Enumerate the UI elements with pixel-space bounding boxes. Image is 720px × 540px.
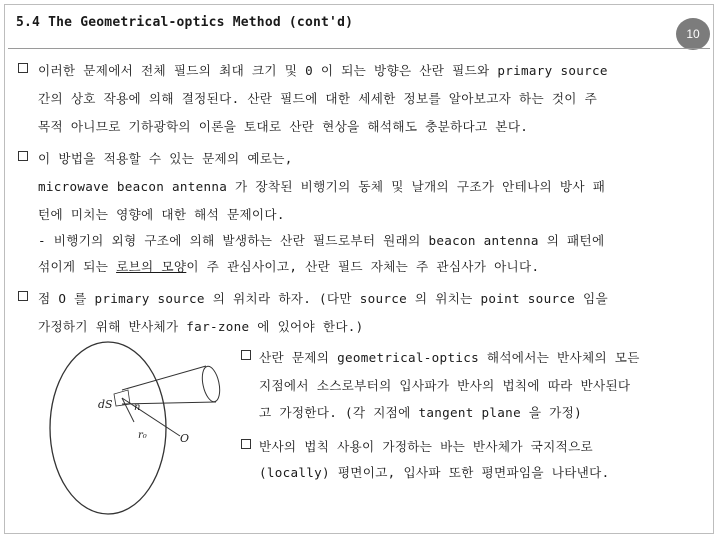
label-ds: dS bbox=[98, 398, 113, 411]
cone-opening bbox=[199, 365, 222, 404]
label-n: n bbox=[134, 402, 141, 413]
bullet-2-line-4: - 비행기의 외형 구조에 의해 발생하는 산란 필드로부터 원래의 beacon antenna 의 패턴에 bbox=[38, 233, 605, 248]
bullet-2-line-5-end: 이 주 관심사이고, 산란 필드 자체는 주 관심사가 아니다. bbox=[186, 259, 540, 274]
bullet-1-line-2: 간의 상호 작용에 의해 결정된다. 산란 필드에 대한 세세한 정보를 알아보고자 하는 것이 주 bbox=[38, 91, 598, 106]
bullet-5-line-1: 반사의 법칙 사용이 가정하는 바는 반사체가 국지적으로 bbox=[259, 439, 593, 454]
bullet-2-line-3: 턴에 미치는 영향에 대한 해석 문제이다. bbox=[38, 207, 285, 222]
bullet-2-line-5 bbox=[38, 256, 539, 275]
bullet-4-line-2: 지점에서 소스로부터의 입사파가 반사의 법칙에 따라 반사된다 bbox=[259, 378, 631, 393]
bullet-box-icon bbox=[241, 350, 251, 360]
label-r0: r₀ bbox=[138, 430, 147, 441]
bullet-box-icon bbox=[241, 439, 251, 449]
bullet-3-line-1: 점 O 를 primary source 의 위치라 하자. (다만 source 의 위치는 point source 임을 bbox=[38, 291, 608, 306]
bullet-1-line-3: 목적 아니므로 기하광학의 이론을 토대로 산란 현상을 해석해도 충분하다고 본다. bbox=[38, 119, 529, 134]
bullet-4-line-1: 산란 문제의 geometrical-optics 해석에서는 반사체의 모든 bbox=[259, 350, 640, 365]
bullet-box-icon bbox=[18, 63, 28, 73]
bullet-2-line-1: 이 방법을 적용할 수 있는 문제의 예로는, bbox=[38, 151, 293, 166]
underlined-lobe-shape: 로브의 모양 bbox=[116, 259, 187, 274]
header-divider bbox=[8, 48, 710, 49]
reflector-figure bbox=[30, 340, 230, 530]
bullet-2-line-5-start: 섞이게 되는 bbox=[38, 259, 117, 274]
bullet-3-line-2: 가정하기 위해 반사체가 far-zone 에 있어야 한다.) bbox=[38, 319, 364, 334]
label-o: O bbox=[180, 432, 190, 445]
bullet-box-icon bbox=[18, 151, 28, 161]
bullet-2-line-2: microwave beacon antenna 가 장착된 비행기의 동체 및 날개의 구조가 안테나의 방사 패 bbox=[38, 179, 606, 194]
reflected-cone-upper bbox=[122, 366, 206, 390]
reflector-surface bbox=[50, 342, 166, 514]
slide-title: 5.4 The Geometrical-optics Method (cont'd) bbox=[16, 15, 354, 30]
page-number-badge: 10 bbox=[676, 18, 710, 50]
bullet-4-line-3: 고 가정한다. (각 지점에 tangent plane 을 가정) bbox=[259, 405, 582, 420]
bullet-1-line-1: 이러한 문제에서 전체 필드의 최대 크기 및 0 이 되는 방향은 산란 필드와 primary source bbox=[38, 63, 608, 78]
bullet-5-line-2: (locally) 평면이고, 입사파 또한 평면파임을 나타낸다. bbox=[259, 465, 610, 480]
bullet-box-icon bbox=[18, 291, 28, 301]
